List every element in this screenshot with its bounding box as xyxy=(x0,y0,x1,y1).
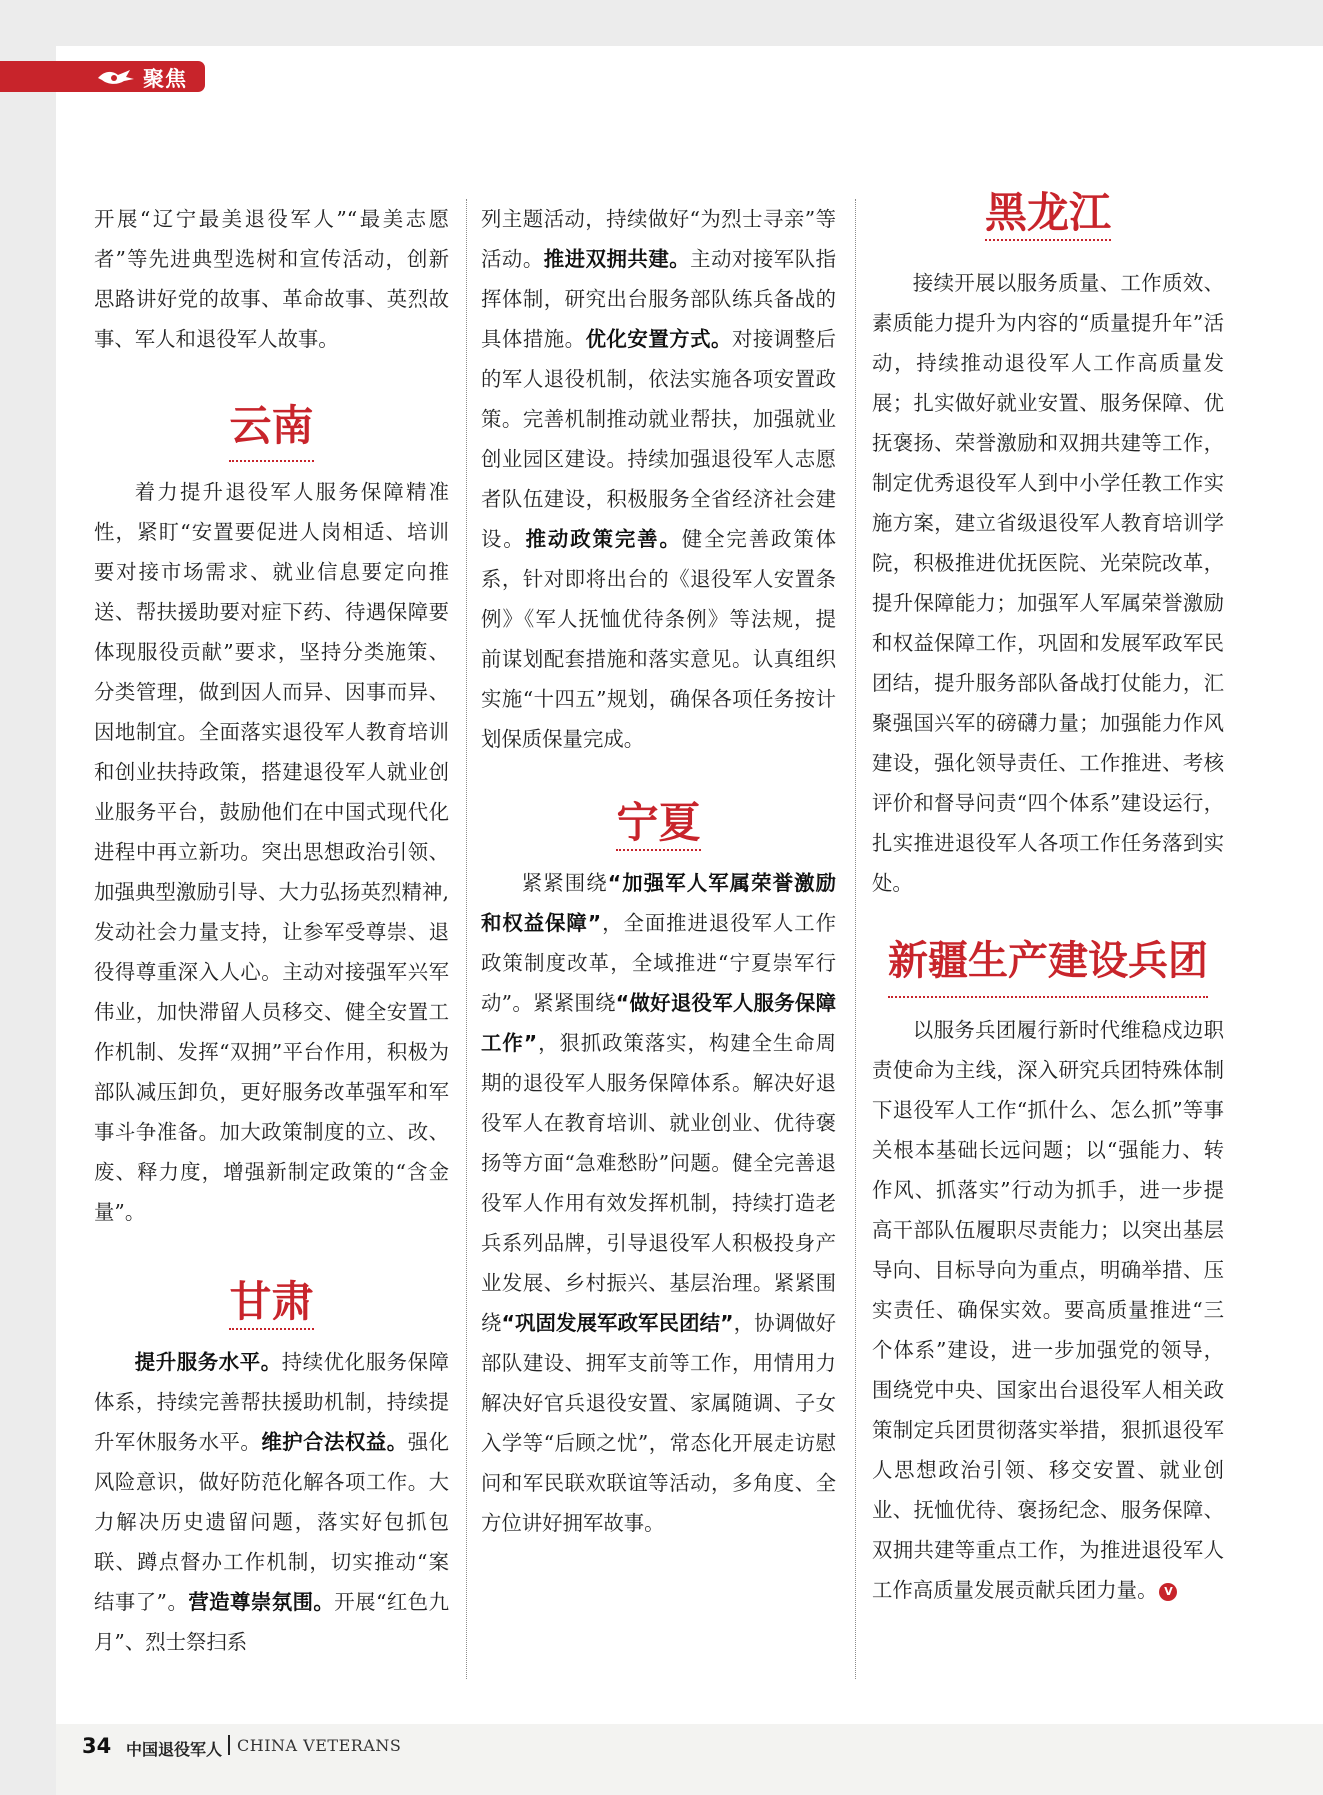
xinjiang-paragraph: 以服务兵团履行新时代维稳戍边职责使命为主线，深入研究兵团特殊体制下退役军人工作“抓什么、怎么抓”等事关根本基础长远问题；以“强能力、转作风、抓落实”行动为抓手，进一步提高干部队伍履职尽责能力；以突出基层导向、目标导向为重点，明确举措、压实责任、确保实效。要高质量推进“三个体系”建设，进一步加强党的领导，围绕党中央、国家出台退役军人相关政策制定兵团贯彻落实举措，狠抓退役军人思想政治引领、移交安置、就业创业、抚恤优待、褒扬纪念、服务保障、双拥共建等重点工作，为推进退役军人工作高质量发展贡献兵团力量。 V xyxy=(872,1018,1224,1602)
gansu-paragraph: 提升服务水平。持续优化服务保障体系，持续完善帮扶援助机制，持续提升军休服务水平。维护合法权益。强化风险意识，做好防范化解各项工作。大力解决历史遗留问题，落实好包抓包联、蹲点督办工作机制，切实推动“案结事了”。营造尊崇氛围。开展“红色九月”、烈士祭扫系 xyxy=(94,1350,450,1654)
column-divider xyxy=(855,199,856,1679)
magazine-name-cn: 中国退役军人 xyxy=(126,1740,223,1759)
gansu-continued-paragraph: 列主题活动，持续做好“为烈士寻亲”等活动。推进双拥共建。主动对接军队指挥体制，研究出台服务部队练兵备战的具体措施。优化安置方式。对接调整后的军人退役机制，依法实施各项安置政策。完善机制推动就业帮扶，加强就业创业园区建设。持续加强退役军人志愿者队伍建设，积极服务全省经济社会建设。推动政策完善。健全完善政策体系，针对即将出台的《退役军人安置条例》《军人抚恤优待条例》等法规，提前谋划配套措施和落实意见。认真组织实施“十四五”规划，确保各项任务按计划保质保量完成。 xyxy=(481,207,837,751)
section-tag-label: 聚焦 xyxy=(143,67,187,91)
page-number: 34 xyxy=(82,1734,112,1758)
heilongjiang-paragraph: 接续开展以服务质量、工作质效、素质能力提升为内容的“质量提升年”活动，持续推动退役军人工作高质量发展；扎实做好就业安置、服务保障、优抚褒扬、荣誉激励和双拥共建等工作，制定优秀退役军人到中小学任教工作实施方案，建立省级退役军人教育培训学院，积极推进优抚医院、光荣院改革，提升保障能力；加强军人军属荣誉激励和权益保障工作，巩固和发展军政军民团结，提升服务部队备战打仗能力，汇聚强国兴军的磅礴力量；加强能力作风建设，强化领导责任、工作推进、考核评价和督导问责“四个体系”建设运行，扎实推进退役军人各项工作任务落到实处。 xyxy=(872,271,1224,895)
intro-paragraph: 开展“辽宁最美退役军人”“最美志愿者”等先进典型选树和宣传活动，创新思路讲好党的故事、革命故事、英烈故事、军人和退役军人故事。 xyxy=(94,207,449,351)
footer-band xyxy=(56,1724,1323,1795)
column-2 xyxy=(481,199,836,1543)
section-heading-xinjiang: 新疆生产建设兵团 xyxy=(872,936,1224,998)
column-1 xyxy=(94,199,449,1662)
footer-divider xyxy=(228,1735,230,1755)
veteran-logo-icon xyxy=(96,67,136,87)
section-tag xyxy=(0,61,205,92)
ningxia-paragraph: 紧紧围绕“加强军人军属荣誉激励和权益保障”，全面推进退役军人工作政策制度改革，全域推进“宁夏崇军行动”。紧紧围绕“做好退役军人服务保障工作”，狠抓政策落实，构建全生命周期的退役军人服务保障体系。解决好退役军人在教育培训、就业创业、优待褒扬等方面“急难愁盼”问题。健全完善退役军人作用有效发挥机制，持续打造老兵系列品牌，引导退役军人积极投身产业发展、乡村振兴、基层治理。紧紧围绕“巩固发展军政军民团结”，协调做好部队建设、拥军支前等工作，用情用力解决好官兵退役安置、家属随调、子女入学等“后顾之忧”，常态化开展走访慰问和军民联欢联谊等活动，多角度、全方位讲好拥军故事。 xyxy=(481,871,837,1535)
yunnan-paragraph: 着力提升退役军人服务保障精准性，紧盯“安置要促进人岗相适、培训要对接市场需求、就业信息要定向推送、帮扶援助要对症下药、待遇保障要体现服役贡献”要求，坚持分类施策、分类管理，做到因人而异、因事而异、因地制宜。全面落实退役军人教育培训和创业扶持政策，搭建退役军人就业创业服务平台，鼓励他们在中国式现代化进程中再立新功。突出思想政治引领、加强典型激励引导、大力弘扬英烈精神,发动社会力量支持，让参军受尊崇、退役得尊重深入人心。主动对接强军兴军伟业，加快滞留人员移交、健全安置工作机制、发挥“双拥”平台作用，积极为部队减压卸负，更好服务改革强军和军事斗争准备。加大政策制度的立、改、废、释力度，增强新制定政策的“含金量”。 xyxy=(94,480,449,1224)
section-heading-ningxia: 宁夏 xyxy=(481,797,836,851)
section-heading-yunnan: 云南 xyxy=(94,400,449,462)
column-divider xyxy=(466,199,467,1679)
magazine-name-en: CHINA VETERANS xyxy=(237,1736,402,1755)
section-heading-heilongjiang: 黑龙江 xyxy=(872,187,1224,241)
column-3 xyxy=(872,188,1224,1610)
end-mark-icon: V xyxy=(1159,1583,1177,1601)
section-heading-gansu: 甘肃 xyxy=(94,1276,449,1330)
